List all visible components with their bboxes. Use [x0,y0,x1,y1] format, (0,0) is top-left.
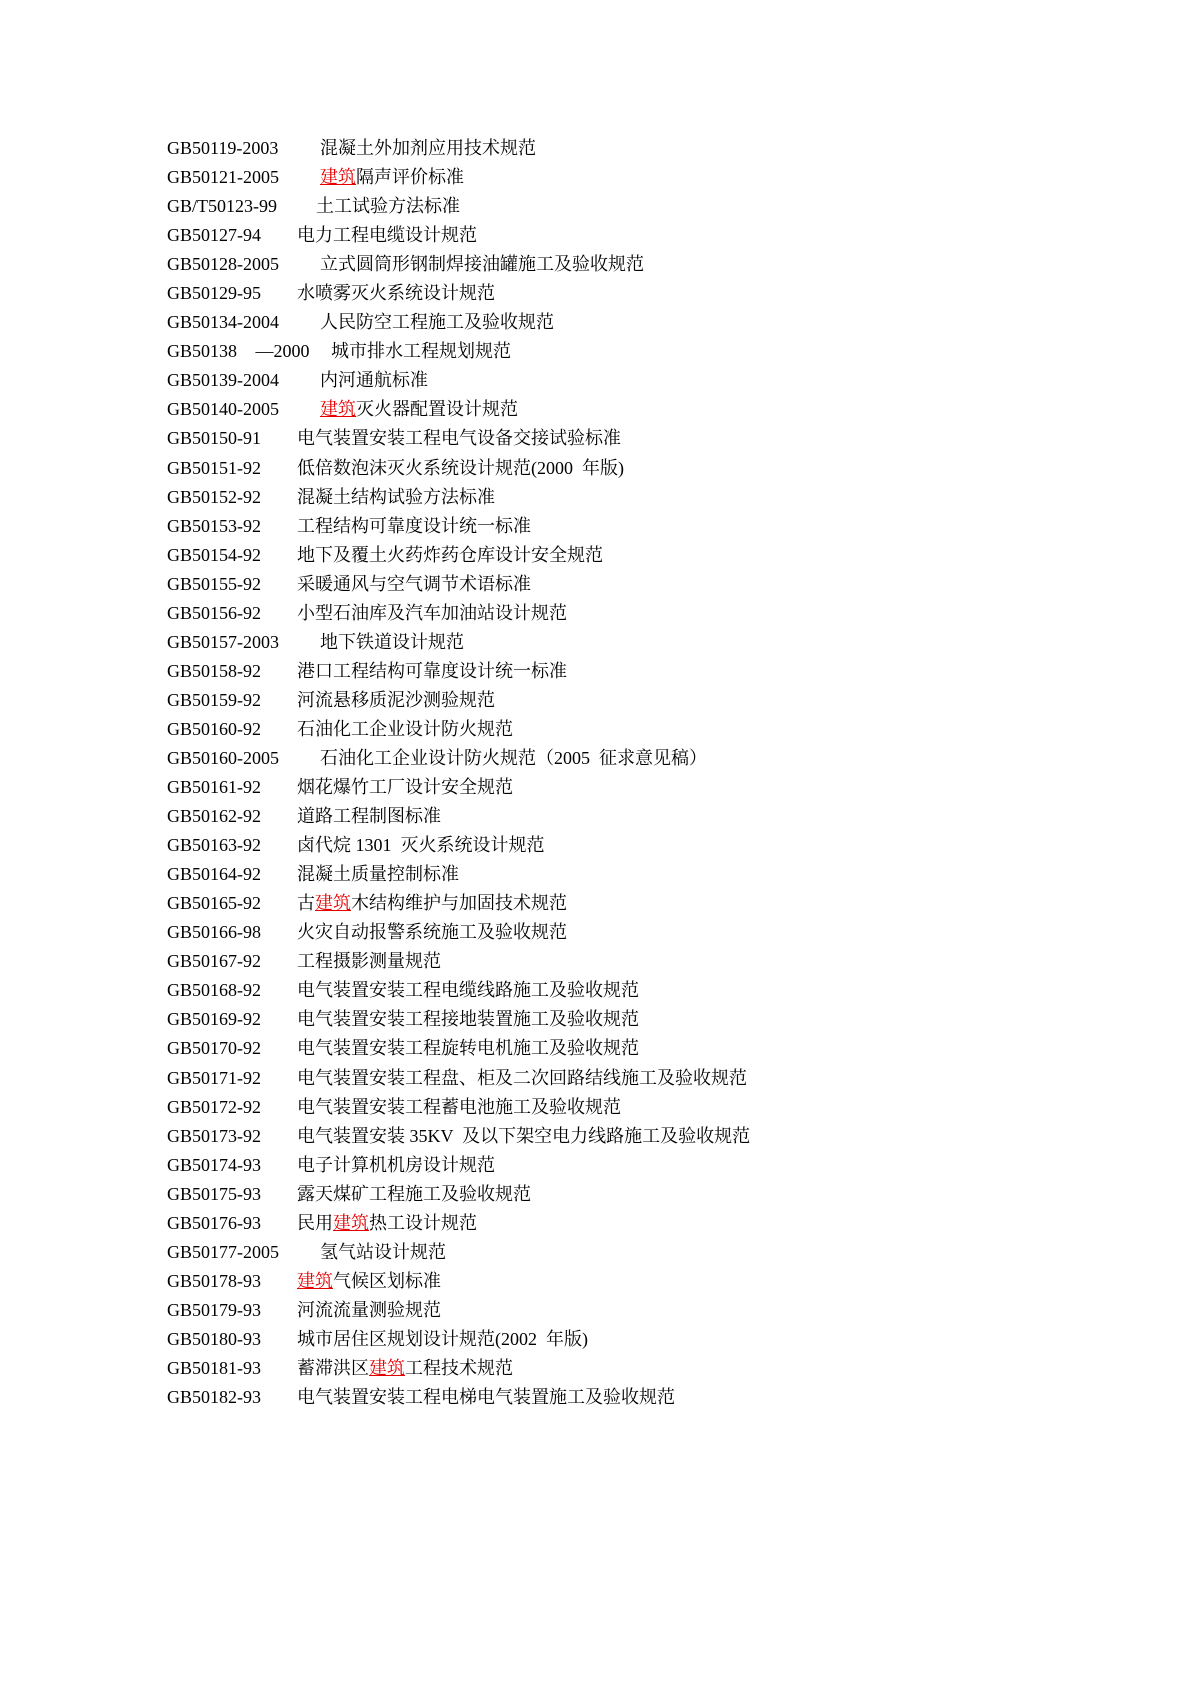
standard-row [0,221,1191,250]
standard-row [0,1005,1191,1034]
standard-row [0,1034,1191,1063]
standard-row [0,1151,1191,1180]
standard-title: 电气装置安装工程电梯电气装置施工及验收规范 [297,1387,675,1408]
standard-code: GB50139-2004 [167,370,279,391]
standard-title [320,395,518,424]
standard-title: 采暖通风与空气调节术语标准 [297,573,531,594]
standard-code: GB50165-92 [167,893,261,914]
standard-title: 电子计算机机房设计规范 [297,1154,495,1175]
standard-title: 人民防空工程施工及验收规范 [320,312,554,333]
standard-row [0,1064,1191,1093]
standard-code: GB50177-2005 [167,1241,279,1262]
standard-title: 工程摄影测量规范 [297,951,441,972]
keyword-link[interactable]: 建筑 [320,167,356,188]
standard-row [0,1267,1191,1296]
standard-title: 港口工程结构可靠度设计统一标准 [297,660,567,681]
standard-row [0,570,1191,599]
standard-code: GB50129-95 [167,283,261,304]
standard-row [0,976,1191,1005]
standard-row [0,134,1191,163]
standard-code: GB50138 —2000 [167,341,310,362]
standard-code: GB50172-92 [167,1096,261,1117]
standard-title [297,1209,477,1238]
standard-row [0,337,1191,366]
standard-row [0,1296,1191,1325]
standard-row [0,657,1191,686]
standard-row [0,686,1191,715]
standard-row [0,1354,1191,1383]
standard-code: GB50170-92 [167,1038,261,1059]
standard-title-text: 古 [297,893,315,914]
standard-row [0,454,1191,483]
standard-code: GB50127-94 [167,225,261,246]
standard-title-text: 蓄滞洪区 [297,1357,369,1378]
standard-title: 电气装置安装工程电缆线路施工及验收规范 [297,980,639,1001]
standard-code: GB50128-2005 [167,254,279,275]
standard-title: 地下及覆土火药炸药仓库设计安全规范 [297,544,603,565]
standard-title: 电力工程电缆设计规范 [297,225,477,246]
standard-title: 立式圆筒形钢制焊接油罐施工及验收规范 [320,254,644,275]
standard-title [297,889,567,918]
standard-code: GB50160-92 [167,718,261,739]
standard-code: GB50175-93 [167,1183,261,1204]
standard-title: 地下铁道设计规范 [320,631,464,652]
standard-code: GB50182-93 [167,1387,261,1408]
standard-title-text: 热工设计规范 [369,1212,477,1233]
standard-title: 河流悬移质泥沙测验规范 [297,689,495,710]
standard-code: GB50154-92 [167,544,261,565]
standard-title [297,1267,441,1296]
standard-row [0,860,1191,889]
standard-code: GB50160-2005 [167,747,279,768]
standard-title: 城市居住区规划设计规范(2002 年版) [297,1328,588,1349]
standard-row [0,1325,1191,1354]
standard-row [0,1122,1191,1151]
standard-row [0,541,1191,570]
standard-row [0,715,1191,744]
standard-code: GB50166-98 [167,922,261,943]
standard-row [0,773,1191,802]
standard-code: GB50151-92 [167,457,261,478]
standard-title-text: 灭火器配置设计规范 [356,399,518,420]
standard-title: 露天煤矿工程施工及验收规范 [297,1183,531,1204]
standard-title: 城市排水工程规划规范 [331,341,511,362]
standard-title: 低倍数泡沫灭火系统设计规范(2000 年版) [297,457,624,478]
standards-list [0,134,1191,1412]
standard-row [0,424,1191,453]
keyword-link[interactable]: 建筑 [315,893,351,914]
standard-code: GB50162-92 [167,806,261,827]
standard-title: 电气装置安装工程电气设备交接试验标准 [297,428,621,449]
standard-code: GB50163-92 [167,835,261,856]
standard-title: 卤代烷 1301 灭火系统设计规范 [297,835,545,856]
keyword-link[interactable]: 建筑 [333,1212,369,1233]
standard-row [0,744,1191,773]
standard-title: 烟花爆竹工厂设计安全规范 [297,777,513,798]
standard-title-text: 气候区划标准 [333,1270,441,1291]
standard-row [0,831,1191,860]
standard-row [0,599,1191,628]
standard-title: 工程结构可靠度设计统一标准 [297,515,531,536]
standard-title: 石油化工企业设计防火规范 [297,718,513,739]
standard-row [0,628,1191,657]
standard-code: GB50164-92 [167,864,261,885]
standard-row [0,395,1191,424]
standard-code: GB50173-92 [167,1125,261,1146]
standard-title: 混凝土结构试验方法标准 [297,486,495,507]
standard-code: GB50157-2003 [167,631,279,652]
standard-title-text: 工程技术规范 [405,1357,513,1378]
standard-code: GB50176-93 [167,1212,261,1233]
keyword-link[interactable]: 建筑 [320,399,356,420]
standard-code: GB50158-92 [167,660,261,681]
standard-title [297,1354,513,1383]
standard-row [0,1383,1191,1412]
standard-title: 电气装置安装 35KV 及以下架空电力线路施工及验收规范 [297,1125,751,1146]
standard-row [0,1180,1191,1209]
standard-row [0,366,1191,395]
standard-row [0,308,1191,337]
standard-title: 电气装置安装工程旋转电机施工及验收规范 [297,1038,639,1059]
standard-code: GB50134-2004 [167,312,279,333]
standard-title: 道路工程制图标准 [297,806,441,827]
standard-code: GB50179-93 [167,1299,261,1320]
standard-code: GB50174-93 [167,1154,261,1175]
standard-title [320,163,464,192]
standard-code: GB50161-92 [167,777,261,798]
standard-title: 电气装置安装工程蓄电池施工及验收规范 [297,1096,621,1117]
standard-title: 火灾自动报警系统施工及验收规范 [297,922,567,943]
standard-code: GB50119-2003 [167,138,279,158]
standard-code: GB50171-92 [167,1067,261,1088]
standard-title: 河流流量测验规范 [297,1299,441,1320]
standard-code: GB50181-93 [167,1357,261,1378]
standard-code: GB50168-92 [167,980,261,1001]
standard-code: GB50150-91 [167,428,261,449]
standard-code: GB50140-2005 [167,399,279,420]
standard-row [0,1238,1191,1267]
standard-code: GB50153-92 [167,515,261,536]
standard-code: GB50121-2005 [167,167,279,188]
standard-title: 电气装置安装工程接地装置施工及验收规范 [297,1009,639,1030]
standard-row [0,250,1191,279]
standard-title: 混凝土外加剂应用技术规范 [320,138,536,158]
standard-row [0,279,1191,308]
standard-row [0,1093,1191,1122]
standard-title: 氢气站设计规范 [320,1241,446,1262]
standard-title-text: 木结构维护与加固技术规范 [351,893,567,914]
standard-row [0,163,1191,192]
standard-code: GB50178-93 [167,1270,261,1291]
standard-row [0,192,1191,221]
standard-title-text: 民用 [297,1212,333,1233]
standard-row [0,483,1191,512]
standard-title: 水喷雾灭火系统设计规范 [297,283,495,304]
standard-code: GB50155-92 [167,573,261,594]
standard-row [0,802,1191,831]
standard-row [0,1209,1191,1238]
standard-title-text: 隔声评价标准 [356,167,464,188]
standard-code: GB50167-92 [167,951,261,972]
standard-row [0,512,1191,541]
standard-row [0,947,1191,976]
standard-code: GB50180-93 [167,1328,261,1349]
keyword-link[interactable]: 建筑 [369,1357,405,1378]
standard-title: 小型石油库及汽车加油站设计规范 [297,602,567,623]
standard-title: 电气装置安装工程盘、柜及二次回路结线施工及验收规范 [297,1067,747,1088]
standard-code: GB50152-92 [167,486,261,507]
standard-code: GB/T50123-99 [167,196,277,217]
keyword-link[interactable]: 建筑 [297,1270,333,1291]
standard-title: 混凝土质量控制标准 [297,864,459,885]
standard-title: 石油化工企业设计防火规范（2005 征求意见稿） [320,747,707,768]
standard-row [0,889,1191,918]
standard-code: GB50159-92 [167,689,261,710]
standard-code: GB50156-92 [167,602,261,623]
standard-title: 内河通航标准 [320,370,428,391]
standard-code: GB50169-92 [167,1009,261,1030]
standard-title: 土工试验方法标准 [316,196,460,217]
standard-row [0,918,1191,947]
